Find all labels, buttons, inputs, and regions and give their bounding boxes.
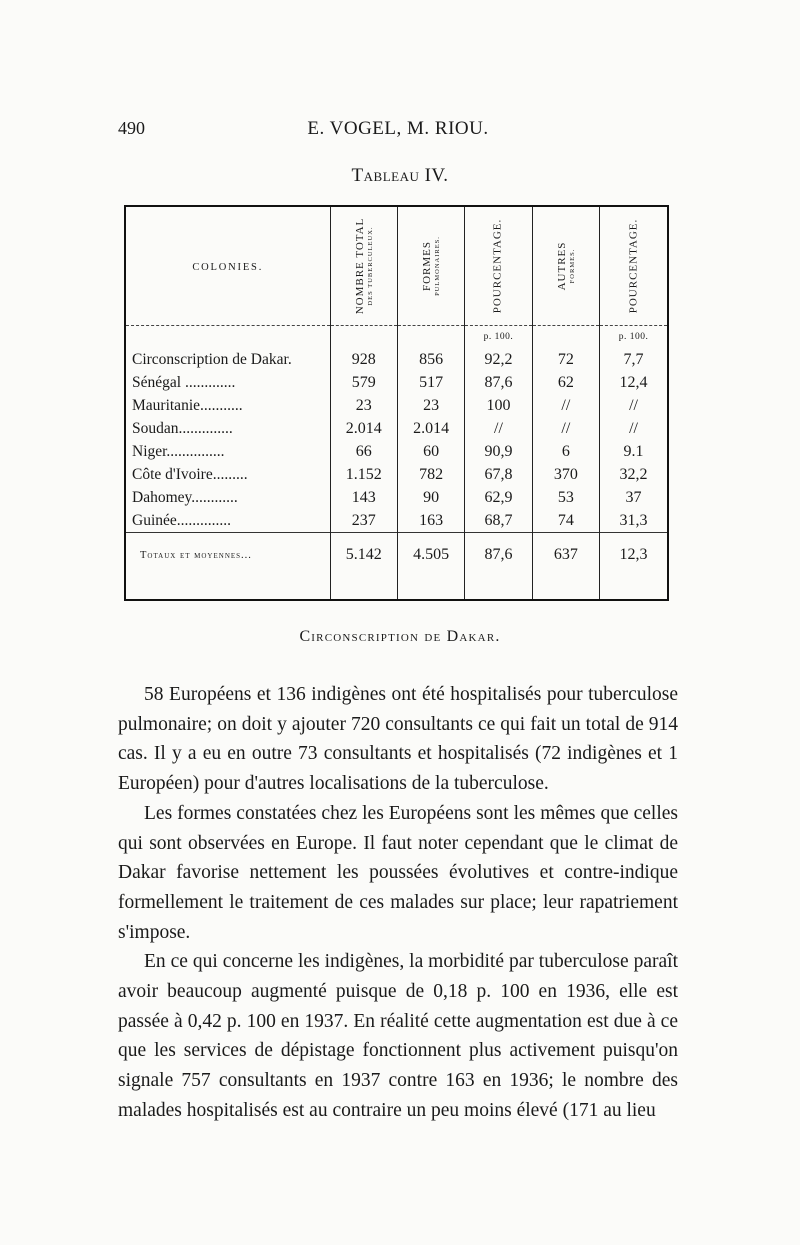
cell-other: 74 [532, 509, 599, 533]
header-autres-line1: AUTRES [555, 241, 568, 291]
units-row [126, 326, 667, 349]
table-row [126, 463, 667, 486]
cell-percentage: 62,9 [465, 486, 532, 509]
header-pulm-line2: PULMONAIRES. [433, 236, 441, 296]
cell-percentage: 100 [465, 394, 532, 417]
pad-cell [465, 577, 532, 599]
pad-cell [397, 577, 464, 599]
paragraph: 58 Européens et 136 indigènes ont été hospitalisés pour tuberculose pulmonaire; on doit y ajouter 720 consultants ce qui fait un total de 914 cas. Il y a eu en outre 73 consultants et hospitalisés (72 indigènes et 1 Européen) pour d'autres localisations de la tuberculose. [118, 684, 678, 795]
cell-percentage: // [600, 394, 667, 417]
cell-total: 5.142 [330, 533, 397, 578]
section-title: Circonscription de Dakar. [299, 628, 501, 645]
header-percentage-2 [600, 207, 667, 326]
cell-percentage: 12,4 [600, 371, 667, 394]
table-row [126, 440, 667, 463]
cell-percentage: 87,6 [465, 533, 532, 578]
running-header [118, 118, 678, 146]
header-pulmonary [397, 207, 464, 326]
cell-other: 62 [532, 371, 599, 394]
cell-pulmonary: 517 [397, 371, 464, 394]
tuberculosis-table [124, 205, 669, 601]
cell-colony: Dahomey............ [132, 488, 238, 506]
cell-other: // [532, 417, 599, 440]
cell-pulmonary: 90 [397, 486, 464, 509]
cell-total: 1.152 [330, 463, 397, 486]
cell-other: 637 [532, 533, 599, 578]
unit-cell [532, 326, 599, 349]
paragraph: En ce qui concerne les indigènes, la morbidité par tuberculose paraît avoir beaucoup augmenté puisque de 0,18 p. 100 en 1936, elle est passée à 0,42 p. 100 en 1937. En réalité cette augmentation est due à ce que les services de dépistage fonctionnent plus activement puisqu'on signale 757 consultants en 1937 contre 163 en 1936; le nombre des malades hospitalisés est au contraire un peu moins élevé (171 au lieu [118, 951, 678, 1121]
cell-total: 143 [330, 486, 397, 509]
table-header-row [126, 207, 667, 326]
pad-cell [600, 577, 667, 599]
cell-colony: Soudan.............. [132, 419, 233, 437]
body-text [118, 680, 678, 1126]
header-total-line1: NOMBRE TOTAL [353, 217, 366, 315]
header-pct2-label: POURCENTAGE. [627, 218, 640, 314]
table-bottom-padding [126, 577, 667, 599]
cell-pulmonary: 60 [397, 440, 464, 463]
pad-cell [126, 577, 330, 599]
header-colonies: COLONIES. [126, 207, 330, 326]
cell-pulmonary: 856 [397, 348, 464, 371]
cell-other: 370 [532, 463, 599, 486]
pad-cell [330, 577, 397, 599]
table-row [126, 348, 667, 371]
cell-total: 579 [330, 371, 397, 394]
cell-pulmonary: 4.505 [397, 533, 464, 578]
running-head-authors: E. VOGEL, M. RIOU. [307, 118, 489, 139]
cell-total: 237 [330, 509, 397, 533]
unit-cell [330, 326, 397, 349]
header-total [330, 207, 397, 326]
page-number: 490 [118, 118, 145, 138]
cell-percentage: 32,2 [600, 463, 667, 486]
cell-other: 72 [532, 348, 599, 371]
cell-colony: Sénégal ............. [132, 373, 236, 391]
cell-colony: Guinée.............. [132, 511, 232, 529]
cell-other: 6 [532, 440, 599, 463]
table-row [126, 371, 667, 394]
table-row [126, 394, 667, 417]
header-pulm-line1: FORMES [421, 240, 434, 292]
cell-percentage: 37 [600, 486, 667, 509]
pad-cell [532, 577, 599, 599]
header-percentage-1 [465, 207, 532, 326]
cell-percentage: 31,3 [600, 509, 667, 533]
cell-percentage: 87,6 [465, 371, 532, 394]
cell-total: 23 [330, 394, 397, 417]
cell-percentage: 9.1 [600, 440, 667, 463]
table-title: Tableau IV. [351, 165, 449, 186]
paragraph: Les formes constatées chez les Européens sont les mêmes que celles qui sont observées en Europe. Il faut noter cependant que le climat de Dakar favorise nettement les poussées évolutives et contre-indique formellement le traitement de ces malades sur place; leur rapatriement s'impose. [118, 802, 678, 943]
cell-percentage: 90,9 [465, 440, 532, 463]
cell-pulmonary: 782 [397, 463, 464, 486]
cell-percentage: 92,2 [465, 348, 532, 371]
cell-percentage: 67,8 [465, 463, 532, 486]
unit-cell: p. 100. [600, 326, 667, 349]
table-row [126, 417, 667, 440]
unit-cell [126, 326, 330, 349]
cell-total: 2.014 [330, 417, 397, 440]
cell-pulmonary: 2.014 [397, 417, 464, 440]
cell-colony: Côte d'Ivoire......... [132, 465, 248, 483]
cell-percentage: 12,3 [600, 533, 667, 578]
header-total-line2: DES TUBERCULEUX. [366, 226, 374, 306]
unit-cell: p. 100. [465, 326, 532, 349]
cell-percentage: // [600, 417, 667, 440]
cell-colony: Circonscription de Dakar. [132, 350, 292, 368]
cell-other: 53 [532, 486, 599, 509]
header-autres-line2: FORMES. [568, 248, 576, 284]
header-other-forms [532, 207, 599, 326]
cell-total: 66 [330, 440, 397, 463]
header-pct1-label: POURCENTAGE. [492, 218, 505, 314]
cell-percentage: 7,7 [600, 348, 667, 371]
cell-colony: Mauritanie........... [132, 396, 243, 414]
cell-totals-label: Totaux et moyennes... [126, 533, 330, 578]
cell-percentage: 68,7 [465, 509, 532, 533]
cell-total: 928 [330, 348, 397, 371]
unit-cell [397, 326, 464, 349]
table-row [126, 509, 667, 533]
cell-pulmonary: 163 [397, 509, 464, 533]
cell-colony: Niger............... [132, 442, 225, 460]
cell-percentage: // [465, 417, 532, 440]
table-row [126, 486, 667, 509]
cell-pulmonary: 23 [397, 394, 464, 417]
totals-row [126, 533, 667, 578]
cell-other: // [532, 394, 599, 417]
